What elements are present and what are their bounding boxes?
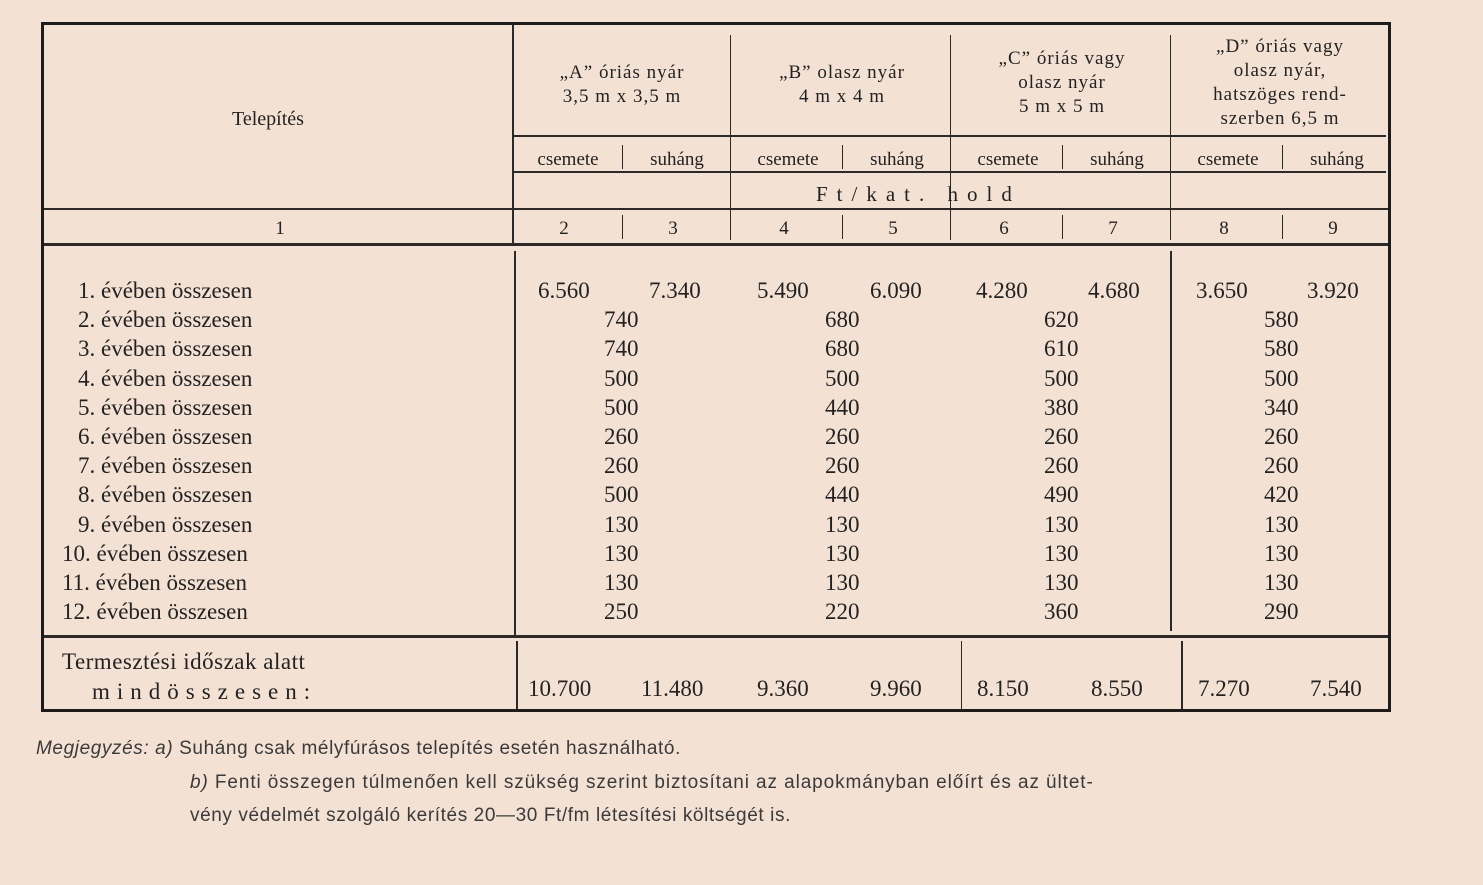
row-value: 130 (825, 540, 860, 566)
row-value: 4.680 (1088, 278, 1140, 303)
row-value: 260 (604, 453, 639, 479)
row-value: 500 (604, 482, 639, 508)
note-a (36, 738, 681, 760)
col-number-9: 9 (1328, 218, 1338, 239)
row-value: 260 (1044, 424, 1079, 449)
row-value: 260 (1264, 424, 1299, 449)
group-d-line-4: szerben 6,5 m (1220, 108, 1340, 129)
note-a-text: Suháng csak mélyfúrásos telepítés esetén használható. (179, 738, 681, 759)
rule-v-cd-body (1170, 251, 1172, 631)
rule-v-body (514, 251, 516, 636)
row-value: 680 (825, 307, 860, 333)
total-value: 8.150 (977, 676, 1029, 701)
sub-label-d-suhang: suháng (1310, 149, 1364, 170)
row-value: 340 (1264, 394, 1299, 420)
row-value: 680 (825, 336, 860, 362)
rule-v-header (512, 25, 514, 246)
sub-label-c-suhang: suháng (1090, 149, 1144, 170)
row-label: 10. évében összesen (62, 540, 248, 566)
group-header-b (734, 61, 950, 109)
row-value: 490 (1044, 482, 1079, 508)
group-header-c (954, 47, 1170, 119)
group-d-line-3: hatszöges rend- (1213, 84, 1347, 105)
row-value: 500 (1264, 365, 1299, 391)
row-label: 6. évében összesen (78, 424, 253, 449)
row-value: 260 (825, 453, 860, 479)
col-number-1: 1 (275, 218, 285, 239)
row-header-label: Telepítés (232, 108, 304, 130)
row-value: 130 (604, 511, 639, 537)
sub-label-a-suhang: suháng (650, 149, 704, 170)
col-number-4: 4 (779, 218, 789, 239)
row-value: 130 (604, 540, 639, 566)
group-a-line-2: 3,5 m x 3,5 m (562, 86, 682, 107)
group-d-line-1: „D” óriás vagy (1216, 36, 1344, 57)
row-value: 3.650 (1196, 278, 1248, 303)
row-value: 130 (1044, 540, 1079, 566)
row-label: 5. évében összesen (78, 394, 253, 420)
group-b-line-1: „B” olasz nyár (779, 62, 905, 83)
group-a-line-1: „A” óriás nyár (559, 62, 685, 83)
row-value: 580 (1264, 336, 1299, 362)
note-heading: Megjegyzés: (36, 738, 150, 759)
rule-num-d (1282, 215, 1283, 239)
rule-header-bottom (44, 208, 1388, 210)
note-b-line-2: vény védelmét szolgáló kerítés 20—30 Ft/fm létesítési költségét is. (190, 805, 791, 826)
total-value: 8.550 (1091, 676, 1143, 701)
row-value: 6.560 (538, 278, 590, 303)
rule-colnum-bottom (44, 243, 1388, 246)
row-value: 130 (825, 570, 860, 595)
row-value: 130 (1044, 570, 1079, 595)
sub-label-d-csemete: csemete (1197, 149, 1259, 170)
row-value: 4.280 (976, 278, 1028, 303)
row-label: 3. évében összesen (78, 336, 253, 362)
total-value: 9.360 (757, 676, 809, 701)
row-value: 500 (604, 365, 639, 391)
rule-v-cd-total (1181, 641, 1183, 709)
sub-label-b-csemete: csemete (757, 149, 819, 170)
note-b-text-1: Fenti összegen túlmenően kell szükség szerint biztosítani az alapokmányban előírt és az ültet- (214, 772, 1094, 793)
note-b-marker: b) (190, 772, 209, 793)
total-label-line-1: Termesztési időszak alatt (62, 649, 306, 674)
row-value: 130 (1264, 540, 1299, 566)
unit-label: Ft/kat. hold (816, 182, 1021, 206)
row-value: 130 (1264, 511, 1299, 537)
row-value: 610 (1044, 336, 1079, 362)
col-number-2: 2 (559, 218, 569, 239)
group-c-line-2: olasz nyár (1018, 72, 1106, 93)
row-value: 260 (1044, 453, 1079, 479)
group-d-line-2: olasz nyár, (1233, 60, 1327, 81)
group-header-a (514, 61, 730, 109)
sub-label-c-csemete: csemete (977, 149, 1039, 170)
row-value: 260 (1264, 453, 1299, 479)
row-value: 130 (825, 511, 860, 537)
rule-v-bc (950, 35, 951, 240)
sub-label-a-csemete: csemete (537, 149, 599, 170)
row-value: 360 (1044, 599, 1079, 625)
row-label: 9. évében összesen (78, 511, 253, 537)
row-value: 6.090 (870, 278, 922, 303)
row-value: 220 (825, 599, 860, 625)
row-value: 740 (604, 336, 639, 362)
rule-v-ab (730, 35, 731, 240)
row-label: 11. évében összesen (62, 570, 247, 595)
row-value: 500 (1044, 365, 1079, 391)
rule-total-top (44, 635, 1388, 638)
row-label: 1. évében összesen (78, 278, 253, 303)
row-value: 5.490 (757, 278, 809, 303)
rule-v-total (516, 641, 518, 709)
row-label: 8. évében összesen (78, 482, 253, 508)
total-value: 7.270 (1198, 676, 1250, 701)
row-value: 290 (1264, 599, 1299, 625)
col-number-3: 3 (668, 218, 678, 239)
rule-v-cd (1170, 35, 1171, 240)
rule-num-c (1062, 215, 1063, 239)
row-label: 12. évében összesen (62, 599, 248, 625)
row-value: 130 (1044, 511, 1079, 537)
col-number-5: 5 (888, 218, 898, 239)
row-value: 130 (1264, 570, 1299, 595)
row-value: 440 (825, 482, 860, 508)
row-value: 440 (825, 394, 860, 420)
total-value: 9.960 (870, 676, 922, 701)
sub-label-b-suhang: suháng (870, 149, 924, 170)
total-value: 11.480 (641, 676, 704, 701)
row-value: 500 (825, 365, 860, 391)
row-label: 2. évében összesen (78, 307, 253, 333)
row-value: 380 (1044, 394, 1079, 420)
rule-num-a (622, 215, 623, 239)
row-label: 4. évében összesen (78, 365, 253, 391)
rule-v-bc-total (961, 641, 962, 709)
total-label-line-2: mindösszesen: (92, 679, 318, 704)
rule-num-b (842, 215, 843, 239)
group-header-d (1172, 35, 1388, 131)
row-value: 7.340 (649, 278, 701, 303)
group-c-line-3: 5 m x 5 m (1018, 96, 1106, 117)
row-value: 740 (604, 307, 639, 333)
col-number-6: 6 (999, 218, 1009, 239)
note-b-line-1 (190, 772, 1094, 794)
group-b-line-2: 4 m x 4 m (798, 86, 886, 107)
row-value: 260 (825, 424, 860, 449)
total-value: 7.540 (1310, 676, 1362, 701)
row-value: 620 (1044, 307, 1079, 333)
col-number-8: 8 (1219, 218, 1229, 239)
note-a-marker: a) (155, 738, 174, 759)
row-label: 7. évében összesen (78, 453, 253, 479)
row-value: 580 (1264, 307, 1299, 333)
row-value: 130 (604, 570, 639, 595)
row-value: 250 (604, 599, 639, 625)
row-value: 420 (1264, 482, 1299, 508)
total-value: 10.700 (528, 676, 592, 701)
group-c-line-1: „C” óriás vagy (998, 48, 1126, 69)
row-value: 500 (604, 394, 639, 420)
row-value: 260 (604, 424, 639, 449)
col-number-7: 7 (1108, 218, 1118, 239)
row-value: 3.920 (1307, 278, 1359, 303)
